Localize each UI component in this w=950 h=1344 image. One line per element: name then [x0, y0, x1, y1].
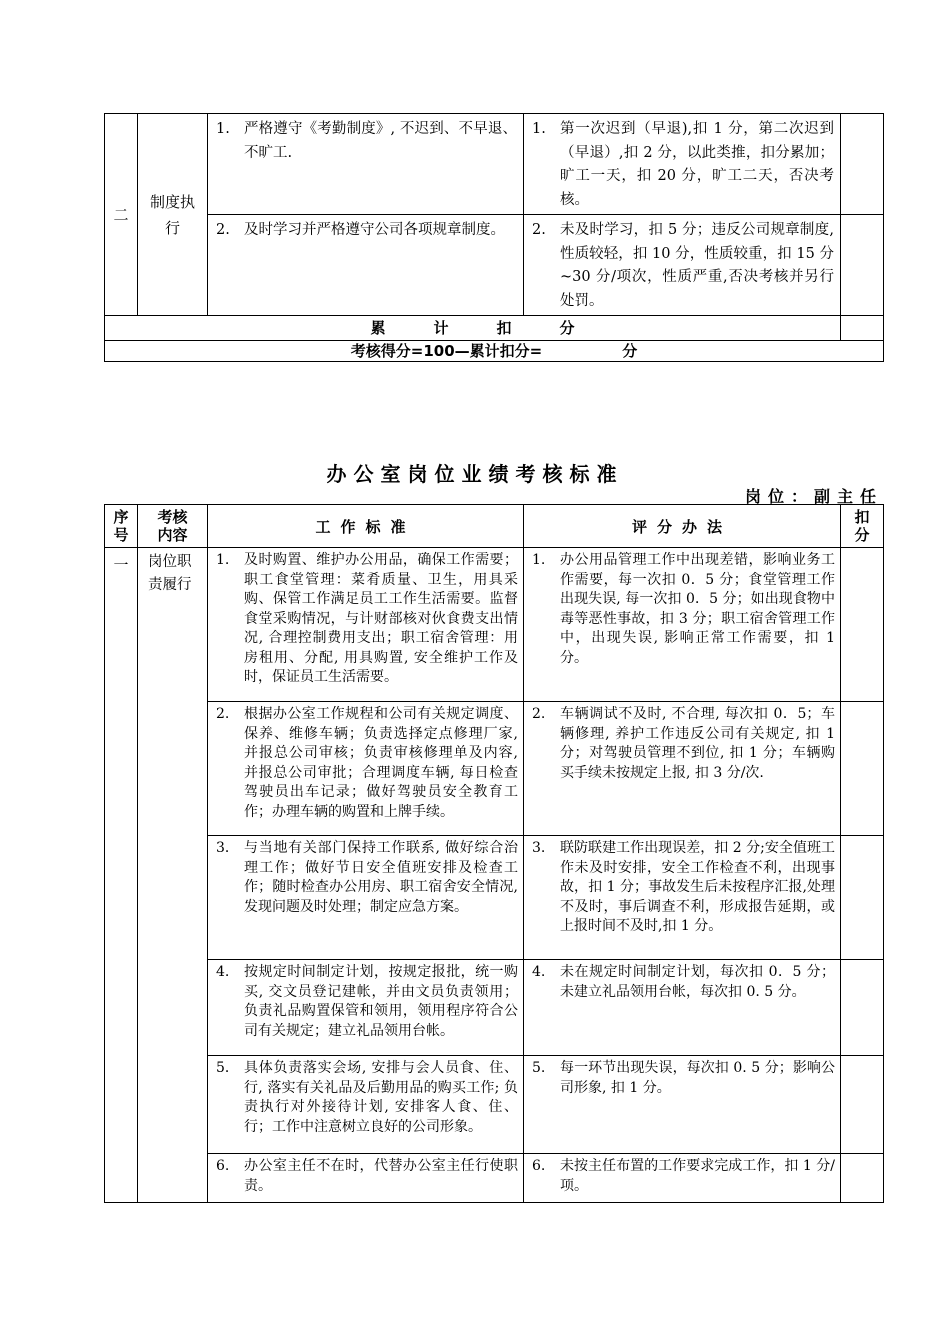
method-cell: 6. 未按主任布置的工作要求完成工作，扣 1 分/项。	[524, 1154, 841, 1203]
section1-table	[104, 113, 884, 362]
header-deduct: 扣分	[841, 505, 884, 548]
standard-cell: 2. 根据办公室工作规程和公司有关规定调度、保养、维修车辆；负责选择定点修理厂家, 并报总公司审核；负责审核修理单及内容, 并报总公司审批；合理调度车辆, 每日检查驾驶员出车记录；做好驾驶员安全教育工作；办理车辆的购置和上牌手续。	[208, 702, 524, 836]
standard-cell: 4. 按规定时间制定计划，按规定报批，统一购买, 交文员登记建帐，并由文员负责领用；负责礼品购置保管和领用，领用程序符合公司有关规定；建立礼品领用台帐。	[208, 960, 524, 1056]
content-cell: 制度执行	[138, 114, 208, 316]
deduct-cell[interactable]	[841, 836, 884, 960]
standard-cell: 1. 严格遵守《考勤制度》, 不迟到、不早退、不旷工.	[208, 114, 524, 215]
post-label: 岗位：副主任	[744, 487, 883, 506]
total-deduction-cell[interactable]	[841, 316, 884, 341]
header-method: 评分办法	[524, 505, 841, 548]
header-seq: 序号	[105, 505, 138, 548]
standard-cell: 6. 办公室主任不在时，代替办公室主任行使职责。	[208, 1154, 524, 1203]
score-formula	[105, 341, 884, 362]
method-cell: 5. 每一环节出现失误，每次扣 0. 5 分；影响公司形象, 扣 1 分。	[524, 1056, 841, 1154]
deduct-cell[interactable]	[841, 114, 884, 215]
seq-cell: 二	[105, 114, 138, 316]
method-cell: 1. 第一次迟到（早退),扣 1 分，第二次迟到（早退）,扣 2 分，以此类推，扣分累加；旷工一天，扣 20 分，旷工二天，否决考核。	[524, 114, 841, 215]
standard-cell: 1. 及时购置、维护办公用品，确保工作需要；职工食堂管理：菜肴质量、卫生，用具采购、保管工作满足员工工作生活需要。监督食堂采购情况，与计财部核对伙食费支出情况, 合理控制费用支出；职工宿舍管理：用房租用、分配, 用具购置, 安全维护工作及时，保证员工生活需要。	[208, 548, 524, 702]
section2-table	[104, 504, 884, 1203]
standard-cell: 3． 与当地有关部门保持工作联系, 做好综合治理工作；做好节日安全值班安排及检查工作；随时检查办公用房、职工宿舍安全情况, 发现问题及时处理；制定应急方案。	[208, 836, 524, 960]
header-content: 考核内容	[138, 505, 208, 548]
method-cell: 1. 办公用品管理工作中出现差错，影响业务工作需要，每一次扣 0．5 分；食堂管理工作出现失误, 每一次扣 0．5 分；如出现食物中毒等恶性事故，扣 3 分；职工宿舍管理工作中，出现失误, 影响正常工作需要，扣 1 分。	[524, 548, 841, 702]
standard-cell: 2. 及时学习并严格遵守公司各项规章制度。	[208, 215, 524, 316]
seq-cell: 一	[105, 548, 138, 1203]
deduct-cell[interactable]	[841, 1154, 884, 1203]
page-title: 办公室岗位业绩考核标准	[326, 462, 624, 486]
method-cell: 3. 联防联建工作出现误差，扣 2 分;安全值班工作未及时安排，安全工作检查不利，出现事故，扣 1 分；事故发生后未按程序汇报,处理不及时，事后调查不利，形成报告延期，或上报时间不及时,扣 1 分。	[524, 836, 841, 960]
score-formula-label: 考核得分=100—累计扣分=	[350, 342, 543, 360]
standard-cell: 5． 具体负责落实会场, 安排与会人员食、住、行, 落实有关礼品及后勤用品的购买工作; 负责执行对外接待计划, 安排客人食、住、行；工作中注意树立良好的公司形象。	[208, 1056, 524, 1154]
method-cell: 2. 未及时学习，扣 5 分；违反公司规章制度,性质较轻，扣 10 分，性质较重，扣 15 分~30 分/项次，性质严重,否决考核并另行处罚。	[524, 215, 841, 316]
method-cell: 2. 车辆调试不及时, 不合理, 每次扣 0．5；车辆修理, 养护工作违反公司有关规定, 扣 1 分；对驾驶员管理不到位, 扣 1 分；车辆购买手续未按规定上报, 扣 3 分/次.	[524, 702, 841, 836]
header-standard: 工作标准	[208, 505, 524, 548]
score-unit: 分	[622, 342, 638, 360]
deduct-cell[interactable]	[841, 548, 884, 702]
content-cell: 岗位职责履行	[138, 548, 208, 1203]
total-deduction-label: 累计扣分	[105, 316, 841, 341]
deduct-cell[interactable]	[841, 702, 884, 836]
deduct-cell[interactable]	[841, 1056, 884, 1154]
method-cell: 4. 未在规定时间制定计划，每次扣 0．5 分；未建立礼品领用台帐，每次扣 0. 5 分。	[524, 960, 841, 1056]
deduct-cell[interactable]	[841, 215, 884, 316]
deduct-cell[interactable]	[841, 960, 884, 1056]
